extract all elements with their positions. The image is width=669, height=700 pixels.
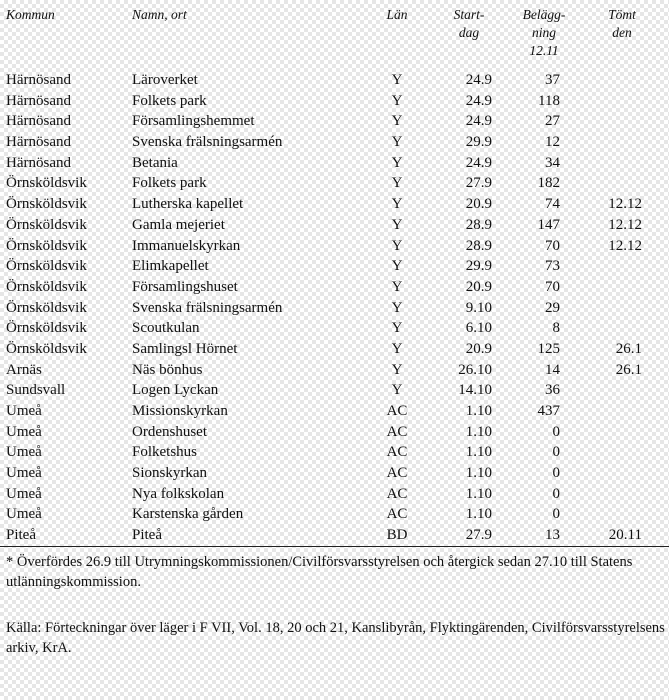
cell-lan: Y [391,216,403,233]
table-row [0,215,669,236]
cell-namn-ort: Elimkapellet [132,258,209,275]
table-row [0,380,669,401]
cell-kommun: Umeå [6,465,42,482]
cell-startdag: 20.9 [465,196,492,213]
table-row [0,442,669,463]
cell-lan: AC [386,423,408,440]
cell-namn-ort: Svenska frälsningsarmén [132,299,283,316]
cell-namn-ort: Församlingshuset [132,278,238,295]
cell-kommun: Härnösand [6,154,71,171]
cell-lan: Y [391,361,403,378]
table-row [0,401,669,422]
cell-startdag: 1.10 [465,465,492,482]
cell-namn-ort: Piteå [132,527,162,544]
table-row [0,132,669,153]
source-note: Källa: Förteckningar över läger i F VII, Vol. 18, 20 och 21, Kanslibyrån, Flyktingärenden, Civilförsvarsstyrelsens arkiv, KrA. [6,620,665,656]
cell-startdag: 20.9 [465,340,492,357]
cell-tomt-den: 26.1 [615,340,642,357]
table-row [0,173,669,194]
cell-lan: Y [391,196,403,213]
cell-namn-ort: Scoutkulan [132,320,200,337]
cell-startdag: 27.9 [465,175,492,192]
cell-startdag: 9.10 [465,299,492,316]
cell-startdag: 28.9 [465,237,492,254]
header-startdag: Start- dag [453,7,485,40]
cell-belaggning: 13 [545,527,560,544]
cell-lan: AC [386,485,408,502]
cell-tomt-den: 20.11 [608,527,642,544]
cell-namn-ort: Folkets park [132,92,207,109]
cell-belaggning: 36 [545,382,560,399]
cell-tomt-den: 12.12 [608,196,642,213]
table-row [0,70,669,91]
table-row [0,256,669,277]
cell-namn-ort: Logen Lyckan [132,382,219,399]
cell-namn-ort: Folketshus [132,444,198,461]
cell-belaggning: 14 [545,361,560,378]
cell-belaggning: 118 [538,92,560,109]
table-row [0,463,669,484]
table-row [0,236,669,257]
table-row [0,194,669,215]
cell-namn-ort: Svenska frälsningsarmén [132,134,283,151]
cell-kommun: Örnsköldsvik [6,299,87,316]
table-row [0,504,669,525]
cell-belaggning: 0 [552,444,560,461]
cell-kommun: Örnsköldsvik [6,320,87,337]
cell-lan: Y [391,154,403,171]
cell-startdag: 1.10 [465,506,492,523]
cell-kommun: Härnösand [6,72,71,88]
cell-kommun: Härnösand [6,113,71,130]
cell-kommun: Umeå [6,485,42,502]
cell-kommun: Örnsköldsvik [6,278,87,295]
table-row [0,422,669,443]
cell-lan: Y [391,237,403,254]
cell-namn-ort: Lutherska kapellet [132,196,244,213]
cell-kommun: Umeå [6,444,42,461]
table-row [0,318,669,339]
cell-lan: AC [386,444,408,461]
cell-kommun: Örnsköldsvik [6,175,87,192]
cell-startdag: 27.9 [465,527,492,544]
cell-belaggning: 0 [552,423,560,440]
cell-belaggning: 0 [552,485,560,502]
cell-startdag: 26.10 [458,361,492,378]
cell-belaggning: 29 [545,299,560,316]
cell-kommun: Örnsköldsvik [6,340,87,357]
cell-lan: Y [391,92,403,109]
cell-belaggning: 147 [537,216,560,233]
cell-kommun: Örnsköldsvik [6,237,87,254]
cell-startdag: 24.9 [465,154,492,171]
cell-namn-ort: Betania [132,154,178,171]
cell-kommun: Piteå [6,527,36,544]
cell-startdag: 24.9 [465,92,492,109]
cell-lan: Y [391,299,403,316]
cell-lan: Y [391,320,403,337]
table-row [0,277,669,298]
cell-tomt-den: 12.12 [608,237,642,254]
cell-lan: Y [391,278,403,295]
header-namn-ort: Namn, ort [132,7,187,22]
table-row [0,153,669,174]
cell-startdag: 1.10 [465,423,492,440]
cell-belaggning: 0 [552,465,560,482]
footnote: * Överfördes 26.9 till Utrymningskommissionen/Civilförsvarsstyrelsen och återgick sedan 27.10 till Statens utlänningskommission. [6,554,633,590]
cell-belaggning: 12 [545,134,560,151]
cell-lan: Y [391,134,403,151]
table-body [0,70,669,546]
cell-kommun: Umeå [6,506,42,523]
cell-startdag: 29.9 [465,258,492,275]
cell-kommun: Sundsvall [6,382,66,399]
table-row [0,91,669,112]
cell-startdag: 1.10 [465,403,492,419]
cell-kommun: Örnsköldsvik [6,216,87,233]
table-row [0,360,669,381]
cell-namn-ort: Församlingshemmet [132,113,255,130]
cell-lan: BD [386,527,408,544]
header-kommun: Kommun [6,7,55,22]
cell-lan: Y [391,113,403,130]
cell-startdag: 1.10 [465,444,492,461]
cell-lan: Y [391,258,403,275]
cell-kommun: Örnsköldsvik [6,196,87,213]
cell-startdag: 24.9 [465,113,492,130]
header-belaggning: Belägg- ning 12.11 [522,7,566,58]
cell-startdag: 24.9 [465,72,492,88]
cell-belaggning: 34 [545,154,560,171]
cell-namn-ort: Gamla mejeriet [132,216,225,233]
cell-kommun: Umeå [6,403,42,419]
table-row [0,111,669,132]
cell-belaggning: 8 [552,320,560,337]
cell-belaggning: 0 [552,506,560,523]
cell-lan: Y [391,382,403,399]
cell-startdag: 1.10 [465,485,492,502]
cell-namn-ort: Näs bönhus [132,361,203,378]
cell-namn-ort: Missionskyrkan [132,403,228,419]
cell-namn-ort: Nya folkskolan [132,485,225,502]
cell-belaggning: 73 [545,258,560,275]
cell-kommun: Arnäs [6,361,42,378]
cell-tomt-den: 12.12 [608,216,642,233]
cell-lan: AC [386,506,408,523]
cell-kommun: Härnösand [6,92,71,109]
cell-startdag: 29.9 [465,134,492,151]
cell-belaggning: 437 [537,403,560,419]
table-row [0,525,669,546]
cell-namn-ort: Immanuelskyrkan [132,237,241,254]
table-header [0,6,669,68]
cell-startdag: 6.10 [465,320,492,337]
cell-belaggning: 182 [537,175,560,192]
table-row [0,298,669,319]
table-row [0,484,669,505]
cell-startdag: 20.9 [465,278,492,295]
header-tomt-den: Tömt den [608,7,636,40]
cell-belaggning: 125 [537,340,560,357]
cell-belaggning: 70 [545,278,560,295]
cell-belaggning: 37 [545,72,560,88]
cell-tomt-den: 26.1 [615,361,642,378]
cell-startdag: 14.10 [458,382,492,399]
cell-belaggning: 70 [545,237,560,254]
cell-lan: AC [386,403,408,419]
table-row [0,339,669,360]
cell-belaggning: 27 [545,113,560,130]
cell-namn-ort: Sionskyrkan [132,465,207,482]
cell-belaggning: 74 [545,196,560,213]
cell-lan: Y [391,340,403,357]
cell-namn-ort: Samlingsl Hörnet [132,340,238,357]
cell-lan: AC [386,465,408,482]
cell-namn-ort: Ordenshuset [132,423,207,440]
cell-namn-ort: Folkets park [132,175,207,192]
cell-namn-ort: Karstenska gården [132,506,244,523]
table-bottom-rule [0,546,669,547]
cell-kommun: Örnsköldsvik [6,258,87,275]
cell-kommun: Härnösand [6,134,71,151]
cell-namn-ort: Läroverket [132,72,198,88]
cell-startdag: 28.9 [465,216,492,233]
header-lan: Län [386,7,408,22]
cell-kommun: Umeå [6,423,42,440]
cell-lan: Y [391,175,403,192]
cell-lan: Y [391,72,403,88]
